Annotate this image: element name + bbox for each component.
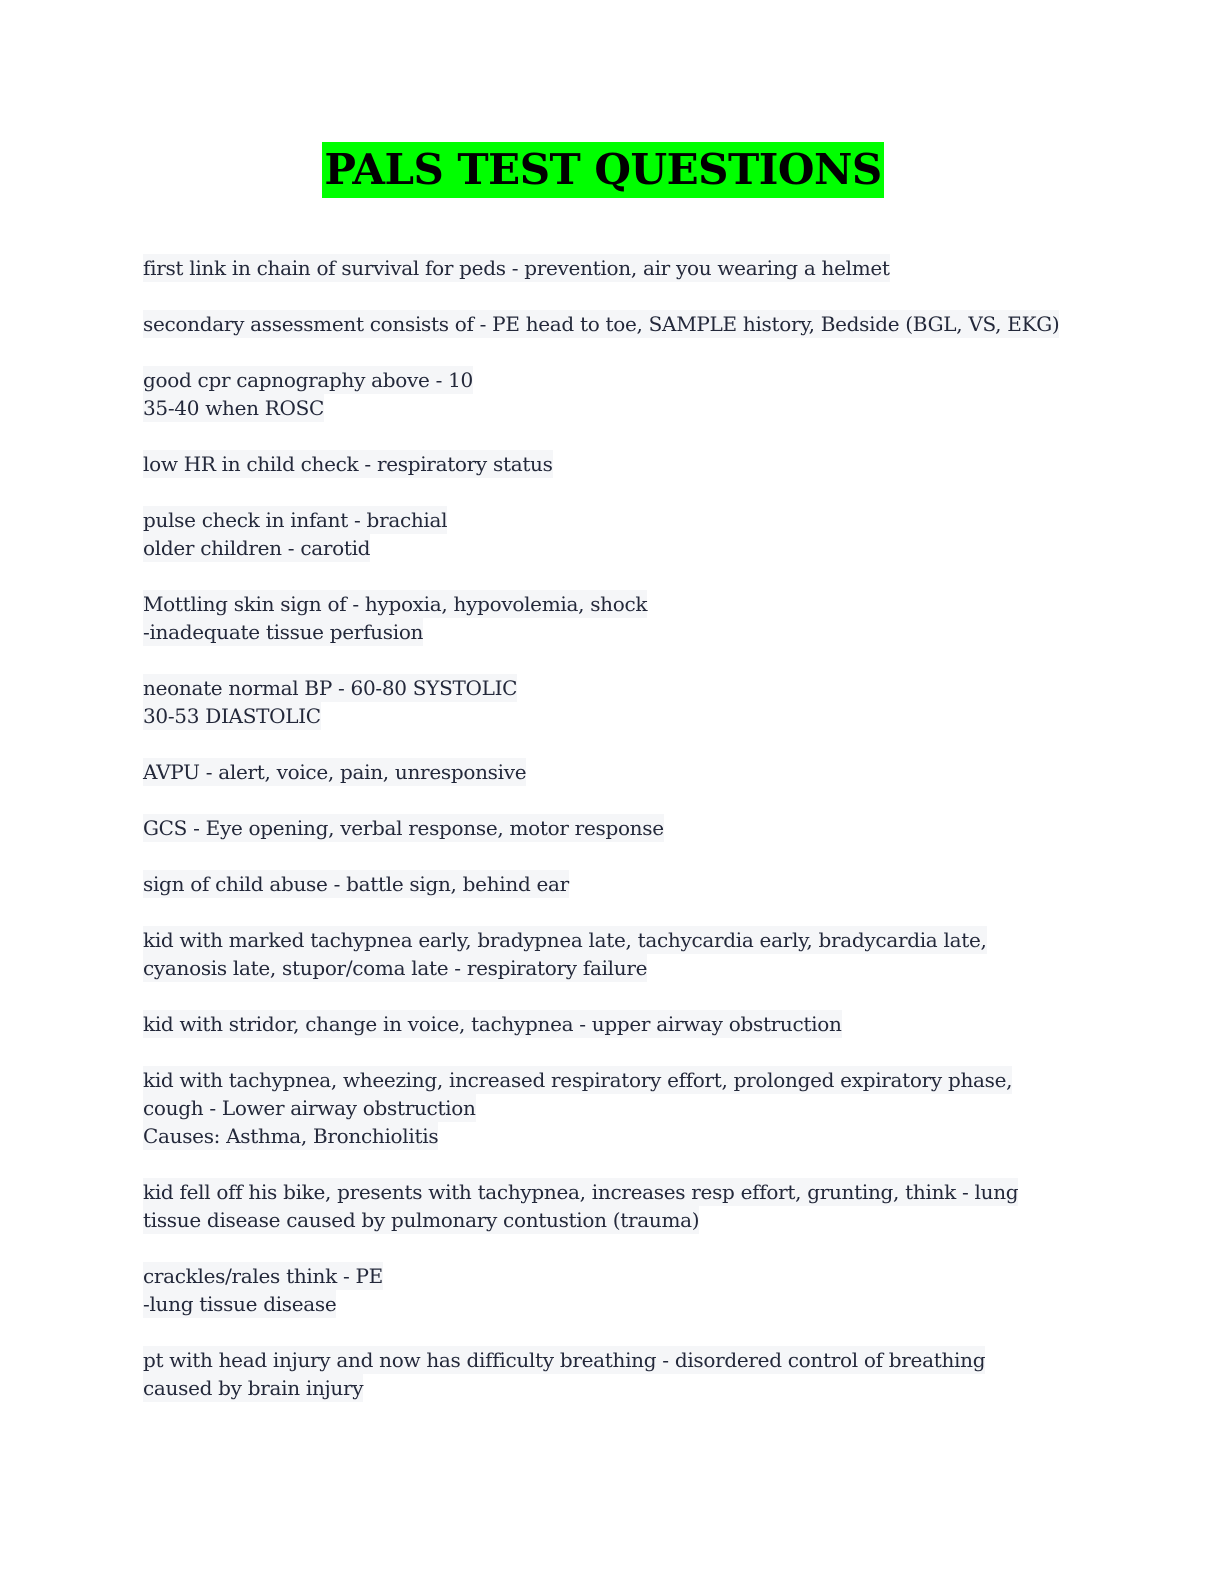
qa-entry (143, 870, 1083, 898)
qa-entry (143, 1346, 1083, 1402)
qa-entry (143, 310, 1083, 338)
qa-line: tissue disease caused by pulmonary contustion (trauma) (143, 1208, 700, 1232)
qa-line: cyanosis late, stupor/coma late - respiratory failure (143, 956, 648, 980)
qa-entry (143, 1262, 1083, 1318)
qa-line: sign of child abuse - battle sign, behind ear (143, 872, 569, 896)
qa-entry (143, 506, 1083, 562)
qa-line: kid with tachypnea, wheezing, increased respiratory effort, prolonged expiratory phase, (143, 1068, 1013, 1092)
qa-entry (143, 1066, 1083, 1150)
qa-line: pulse check in infant - brachial (143, 508, 448, 532)
qa-line: -inadequate tissue perfusion (143, 620, 424, 644)
qa-line: caused by brain injury (143, 1376, 364, 1400)
qa-entry (143, 674, 1083, 730)
qa-line: kid with marked tachypnea early, bradypnea late, tachycardia early, bradycardia late, (143, 928, 987, 952)
qa-line: kid with stridor, change in voice, tachypnea - upper airway obstruction (143, 1012, 842, 1036)
qa-line: neonate normal BP - 60-80 SYSTOLIC (143, 676, 518, 700)
qa-line: 30-53 DIASTOLIC (143, 704, 321, 728)
qa-line: good cpr capnography above - 10 (143, 368, 473, 392)
document-title: PALS TEST QUESTIONS (322, 142, 883, 198)
qa-entry (143, 758, 1083, 786)
qa-line: Mottling skin sign of - hypoxia, hypovolemia, shock (143, 592, 648, 616)
qa-entry (143, 450, 1083, 478)
qa-line: 35-40 when ROSC (143, 396, 325, 420)
qa-entry (143, 590, 1083, 646)
qa-line: older children - carotid (143, 536, 371, 560)
qa-line: first link in chain of survival for peds - prevention, air you wearing a helmet (143, 256, 890, 280)
qa-line: secondary assessment consists of - PE head to toe, SAMPLE history, Bedside (BGL, VS, EKG) (143, 312, 1060, 336)
qa-line: GCS - Eye opening, verbal response, motor response (143, 816, 664, 840)
qa-line: low HR in child check - respiratory status (143, 452, 553, 476)
qa-list (143, 254, 1083, 1430)
qa-line: pt with head injury and now has difficulty breathing - disordered control of breathing (143, 1348, 986, 1372)
qa-line: crackles/rales think - PE (143, 1264, 383, 1288)
qa-line: cough - Lower airway obstruction (143, 1096, 476, 1120)
qa-entry (143, 366, 1083, 422)
qa-entry (143, 926, 1083, 982)
qa-line: kid fell off his bike, presents with tachypnea, increases resp effort, grunting, think - lung (143, 1180, 1019, 1204)
qa-line: Causes: Asthma, Bronchiolitis (143, 1124, 439, 1148)
title-container (0, 142, 1224, 198)
qa-entry (143, 814, 1083, 842)
qa-entry (143, 1178, 1083, 1234)
qa-line: AVPU - alert, voice, pain, unresponsive (143, 760, 527, 784)
qa-line: -lung tissue disease (143, 1292, 337, 1316)
qa-entry (143, 1010, 1083, 1038)
qa-entry (143, 254, 1083, 282)
